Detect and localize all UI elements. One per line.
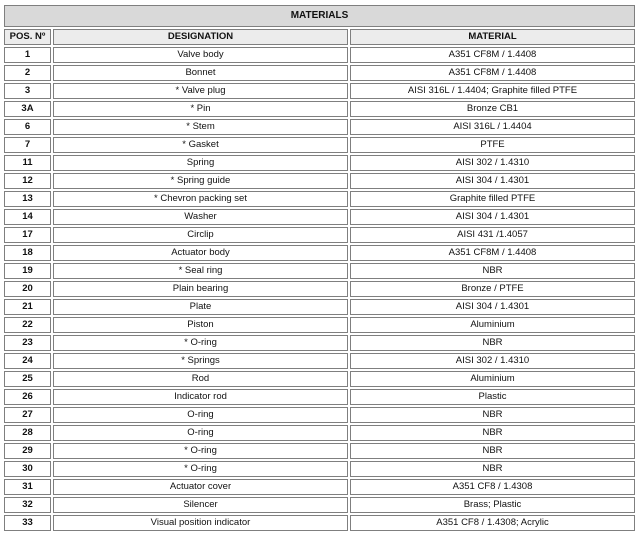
- cell-material: AISI 302 / 1.4310: [350, 155, 635, 171]
- table-row: [4, 515, 635, 531]
- cell-pos: 31: [4, 479, 51, 495]
- table-row: [4, 299, 635, 315]
- cell-pos: 14: [4, 209, 51, 225]
- table-row: [4, 47, 635, 63]
- cell-designation: Actuator cover: [53, 479, 348, 495]
- cell-pos: 2: [4, 65, 51, 81]
- cell-material: AISI 302 / 1.4310: [350, 353, 635, 369]
- table-row: [4, 479, 635, 495]
- cell-material: NBR: [350, 407, 635, 423]
- cell-material: NBR: [350, 443, 635, 459]
- table-row: [4, 281, 635, 297]
- cell-designation: Washer: [53, 209, 348, 225]
- cell-designation: O-ring: [53, 425, 348, 441]
- table-row: [4, 335, 635, 351]
- cell-material: A351 CF8M / 1.4408: [350, 65, 635, 81]
- table-row: [4, 137, 635, 153]
- cell-designation: * Valve plug: [53, 83, 348, 99]
- cell-pos: 21: [4, 299, 51, 315]
- table-row: [4, 101, 635, 117]
- cell-material: AISI 304 / 1.4301: [350, 209, 635, 225]
- cell-pos: 18: [4, 245, 51, 261]
- header-designation: DESIGNATION: [53, 29, 348, 45]
- table-row: [4, 119, 635, 135]
- cell-material: Plastic: [350, 389, 635, 405]
- cell-material: A351 CF8 / 1.4308: [350, 479, 635, 495]
- header-row: [4, 29, 635, 45]
- cell-pos: 27: [4, 407, 51, 423]
- table-row: [4, 263, 635, 279]
- table-row: [4, 443, 635, 459]
- header-material: MATERIAL: [350, 29, 635, 45]
- cell-designation: * Springs: [53, 353, 348, 369]
- cell-designation: Actuator body: [53, 245, 348, 261]
- cell-pos: 26: [4, 389, 51, 405]
- table-body: [4, 47, 635, 531]
- cell-material: AISI 304 / 1.4301: [350, 173, 635, 189]
- cell-pos: 30: [4, 461, 51, 477]
- cell-material: NBR: [350, 335, 635, 351]
- cell-material: A351 CF8M / 1.4408: [350, 47, 635, 63]
- cell-pos: 17: [4, 227, 51, 243]
- table-row: [4, 407, 635, 423]
- cell-pos: 28: [4, 425, 51, 441]
- table-row: [4, 371, 635, 387]
- table-row: [4, 65, 635, 81]
- cell-pos: 20: [4, 281, 51, 297]
- cell-material: A351 CF8 / 1.4308; Acrylic: [350, 515, 635, 531]
- cell-pos: 12: [4, 173, 51, 189]
- cell-pos: 1: [4, 47, 51, 63]
- table-row: [4, 209, 635, 225]
- cell-designation: Bonnet: [53, 65, 348, 81]
- cell-material: NBR: [350, 425, 635, 441]
- cell-material: Bronze / PTFE: [350, 281, 635, 297]
- cell-designation: * O-ring: [53, 335, 348, 351]
- cell-designation: Plate: [53, 299, 348, 315]
- header-pos: POS. Nº: [4, 29, 51, 45]
- cell-designation: * O-ring: [53, 461, 348, 477]
- cell-pos: 22: [4, 317, 51, 333]
- cell-designation: * Stem: [53, 119, 348, 135]
- cell-material: PTFE: [350, 137, 635, 153]
- cell-designation: Circlip: [53, 227, 348, 243]
- cell-material: NBR: [350, 263, 635, 279]
- table-row: [4, 245, 635, 261]
- cell-designation: * Gasket: [53, 137, 348, 153]
- cell-designation: * O-ring: [53, 443, 348, 459]
- table-row: [4, 461, 635, 477]
- cell-pos: 3A: [4, 101, 51, 117]
- cell-designation: * Spring guide: [53, 173, 348, 189]
- table-row: [4, 389, 635, 405]
- table-title: MATERIALS: [4, 5, 635, 27]
- table-row: [4, 317, 635, 333]
- cell-material: Aluminium: [350, 371, 635, 387]
- cell-pos: 11: [4, 155, 51, 171]
- materials-table: [2, 3, 637, 533]
- cell-pos: 25: [4, 371, 51, 387]
- cell-designation: Rod: [53, 371, 348, 387]
- cell-designation: Visual position indicator: [53, 515, 348, 531]
- cell-pos: 7: [4, 137, 51, 153]
- table-row: [4, 191, 635, 207]
- table-row: [4, 173, 635, 189]
- cell-material: NBR: [350, 461, 635, 477]
- cell-designation: Indicator rod: [53, 389, 348, 405]
- table-row: [4, 497, 635, 513]
- cell-material: Brass; Plastic: [350, 497, 635, 513]
- cell-designation: Silencer: [53, 497, 348, 513]
- cell-material: Aluminium: [350, 317, 635, 333]
- cell-designation: Piston: [53, 317, 348, 333]
- cell-designation: * Seal ring: [53, 263, 348, 279]
- cell-pos: 13: [4, 191, 51, 207]
- cell-material: AISI 431 /1.4057: [350, 227, 635, 243]
- cell-pos: 32: [4, 497, 51, 513]
- cell-material: AISI 316L / 1.4404; Graphite filled PTFE: [350, 83, 635, 99]
- cell-material: Graphite filled PTFE: [350, 191, 635, 207]
- cell-material: AISI 316L / 1.4404: [350, 119, 635, 135]
- cell-designation: Valve body: [53, 47, 348, 63]
- table-row: [4, 425, 635, 441]
- cell-pos: 24: [4, 353, 51, 369]
- cell-designation: * Pin: [53, 101, 348, 117]
- table-row: [4, 155, 635, 171]
- cell-designation: * Chevron packing set: [53, 191, 348, 207]
- cell-pos: 3: [4, 83, 51, 99]
- cell-pos: 29: [4, 443, 51, 459]
- cell-pos: 33: [4, 515, 51, 531]
- cell-designation: O-ring: [53, 407, 348, 423]
- cell-material: Bronze CB1: [350, 101, 635, 117]
- table-row: [4, 353, 635, 369]
- cell-pos: 6: [4, 119, 51, 135]
- cell-pos: 23: [4, 335, 51, 351]
- cell-designation: Spring: [53, 155, 348, 171]
- table-row: [4, 227, 635, 243]
- materials-table-container: [4, 3, 635, 533]
- cell-pos: 19: [4, 263, 51, 279]
- table-row: [4, 83, 635, 99]
- cell-material: A351 CF8M / 1.4408: [350, 245, 635, 261]
- cell-designation: Plain bearing: [53, 281, 348, 297]
- cell-material: AISI 304 / 1.4301: [350, 299, 635, 315]
